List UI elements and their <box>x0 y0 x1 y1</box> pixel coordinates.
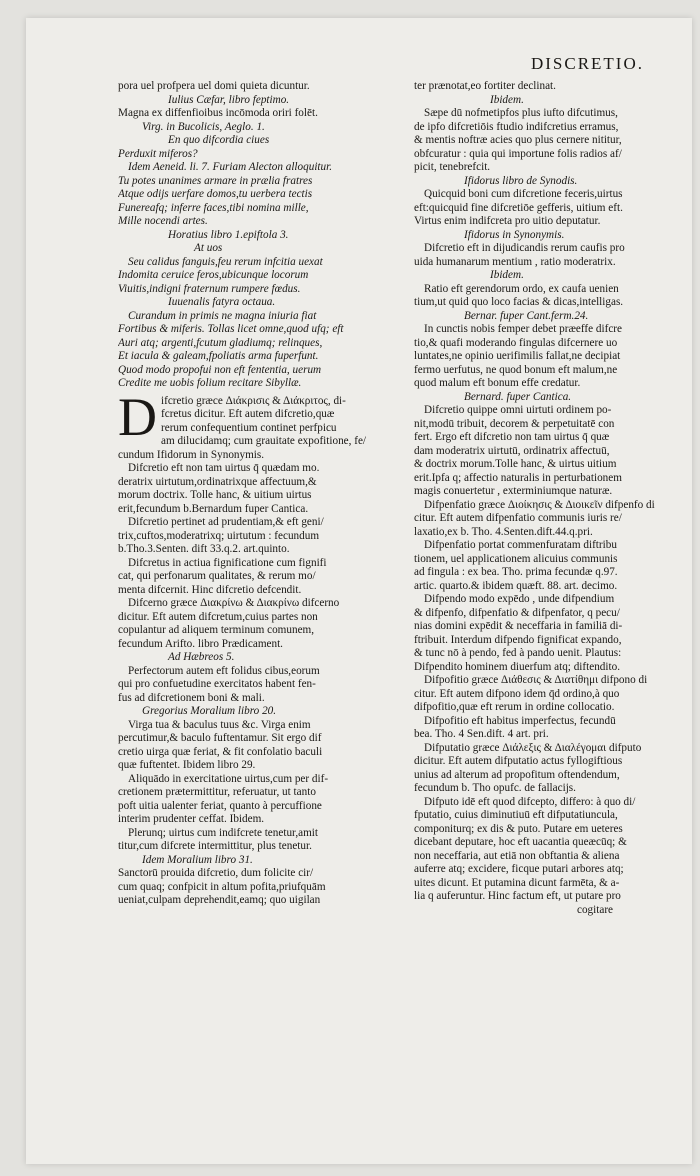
text-line: dicitur. Eft autem difcretum,cuius partes non <box>118 610 318 623</box>
text-line: Difcretio quippe omni uirtuti ordinem po- <box>424 404 612 416</box>
text-line: Perfectorum autem eft folidus cibus,eorum <box>128 664 320 677</box>
text-line: Fortibus & miferis. Tollas licet omne,quod ufq; eft <box>118 323 344 335</box>
text-line: fus ad difcretionem boni & mali. <box>118 691 265 704</box>
text-line: fert. Ergo eft difcretio non tam uirtus q̄ quæ <box>414 431 610 443</box>
text-line: interim prudenter ceffat. Ibidem. <box>118 813 265 825</box>
text-line: ueniat,culpam deprehendit,eamq; quo uigilan <box>118 894 321 906</box>
text-line: tio,& quafi moderando fingulas difcernere uo <box>414 336 618 349</box>
text-line: cum quaq; confpicit in altum pofita,priufquām <box>118 880 326 893</box>
text-line: En quo difcordia ciues <box>168 134 270 146</box>
text-line: fecundum Arifto. libro Prædicament. <box>118 637 283 650</box>
text-line: Horatius libro 1.epiftola 3. <box>168 228 289 241</box>
text-line: Et iacula & galeam,fpoliatis arma fuperfunt. <box>118 350 319 362</box>
right-column <box>414 80 692 917</box>
text-line: artic. quarto.& ibidem quæft. 88. art. decimo. <box>414 579 618 592</box>
text-line: unius ad alterum ad propofitum oftendendum, <box>414 768 620 781</box>
text-line: Sæpe dū nofmetipfos plus iufto difcutimus, <box>424 107 618 119</box>
text-line: Virg. in Bucolicis, Aeglo. 1. <box>142 120 265 133</box>
text-line: & mentis noftræ acies quo plus cernere nititur, <box>414 134 622 146</box>
text-line: Difcretus in actiua fignificatione cum fignifi <box>128 556 327 569</box>
text-line: copulantur ad aliquem terminum comunem, <box>118 624 315 636</box>
dropcap-letter: D <box>118 386 157 447</box>
text-line: b.Tho.3.Senten. dift 33.q.2. art.quinto. <box>118 543 290 555</box>
text-line: Gregorius Moralium libro 20. <box>142 705 277 717</box>
text-line: Difputatio græce Διάλεξις & Διαλέγομαι difputo <box>424 741 642 754</box>
text-line: lia q auferuntur. Hinc factum eft, ut putare pro <box>414 890 621 902</box>
text-line: & difpenfo, difpenfatio & difpenfator, q pecu/ <box>414 606 620 619</box>
text-line: erit,fecundum b.Bernardum fuper Cantica. <box>118 502 309 515</box>
text-line: Aliquādo in exercitatione uirtus,cum per dif- <box>128 772 329 785</box>
text-line: Curandum in primis ne magna iniuria fiat <box>128 309 317 322</box>
dropcap-lines <box>118 395 404 436</box>
text-line: Ratio eft gerendorum ordo, ex caufa uenien <box>424 282 619 295</box>
text-line: Viuitis,indigni fraternum rumpere fœdus. <box>118 282 301 295</box>
text-line: Iuuenalis fatyra octaua. <box>168 296 276 308</box>
text-line: Ibidem. <box>490 93 524 106</box>
text-line: luntates,ne opinio uerifimilis fallat,ne decipiat <box>414 350 621 362</box>
text-line: laxatio,ex b. Tho. 4.Senten.dift.44.q.pri. <box>414 525 593 538</box>
text-line: Difcretio eft in dijudicandis rerum caufis pro <box>424 242 625 254</box>
text-line: fermo uerfutus, ne quod bonum eft malum,ne <box>414 363 618 376</box>
text-line: Credite me uobis folium recitare Sibyllæ. <box>118 377 302 389</box>
running-head: DISCRETIO. <box>530 54 644 73</box>
left-column <box>118 80 404 908</box>
text-line: cretio uirga quæ feriat, & fit confolatio baculi <box>118 745 323 758</box>
text-line: Indomita ceruice feros,ubicunque locorum <box>118 269 309 281</box>
text-line: nit,modū tribuit, decorem & perpetuitatē con <box>414 417 615 430</box>
text-line: componiturq; ex dis & puto. Putare em ueteres <box>414 822 623 835</box>
text-line: At uos <box>194 242 223 254</box>
text-line: Difputo idē eft quod difcepto, differo: à quo di/ <box>424 795 636 808</box>
text-line: uites dicunt. Et putamina dicunt farmēta, & a- <box>414 876 620 889</box>
text-line: de ipfo difcretiōis ftudio indifcretius erramus, <box>414 120 619 133</box>
text-line: cogitare <box>576 903 614 916</box>
text-line: Quicquid boni cum difcretione feceris,uirtus <box>424 188 623 200</box>
text-line: Difpofitio græce Διάθεσις & Διατίθημι difpono di <box>424 674 648 686</box>
text-line: ad fingula : ex bea. Tho. prima fecundæ q.97. <box>414 566 618 578</box>
text-line: Tu potes unanimes armare in prælia fratres <box>118 174 313 187</box>
text-line: Idem Moralium libro 31. <box>142 853 253 866</box>
text-line: ter prænotat,eo fortiter declinat. <box>414 80 556 92</box>
text-line: am dilucidamq; cum grauitate expofitione, fe/ <box>161 435 367 447</box>
text-line: cretionem prætermittitur, referuatur, ut tanto <box>118 786 316 798</box>
text-line: morum doctrix. Tolle hanc, & uitium uirtus <box>118 489 312 501</box>
text-line: In cunctis nobis femper debet præeffe difcre <box>424 323 622 335</box>
text-line: Difpenfatio græce Διοίκησις & Διοικεῖν difpenfo di <box>424 498 655 511</box>
text-line: & tunc nō à pendo, fed à pando uenit. Plautus: <box>414 647 622 659</box>
text-line: Atque odijs uerfare domos,tu uerbera tectis <box>118 188 313 200</box>
text-line: obfcuratur : quia qui importune folis radios af/ <box>414 147 622 160</box>
text-line: Mille nocendi artes. <box>118 215 208 227</box>
text-line: Sanctorū prouida difcretio, dum folicite cir/ <box>118 867 314 879</box>
text-line: Virtus enim indifcreta pro uitio deputatur. <box>414 215 601 227</box>
text-line: Ibidem. <box>490 269 524 281</box>
dropcap-text-line: ifcretio græce Διάκρισις & Διάκριτος, di- <box>161 394 346 407</box>
text-line: Virga tua & baculus tuus &c. Virga enim <box>128 718 311 731</box>
text-line: tionem, uel applicationem alicuius communis <box>414 552 618 565</box>
text-line: Difcerno græce Διακρίνω & Διακρίνω difcerno <box>128 597 340 609</box>
text-line: Difpenfatio portat commenfuratam diftribu <box>424 539 617 551</box>
text-line: Difpofitio eft habitus imperfectus, fecundū <box>424 714 616 727</box>
text-line: percutimur,& baculo fuftentamur. Sit ergo dif <box>118 732 322 744</box>
text-line: Iulius Cæfar, libro feptimo. <box>168 93 290 106</box>
text-line: titur,cum difcrete intermittitur, plus tenetur. <box>118 840 312 852</box>
book-page <box>26 18 692 1164</box>
text-line: quod malum eft bonum effe credatur. <box>414 377 581 389</box>
text-line: tium,ut quid quo loco facias & dicas,intelligas. <box>414 296 624 308</box>
text-line: picit, tenebrefcit. <box>414 161 491 173</box>
text-line: Ifidorus in Synonymis. <box>464 228 565 241</box>
text-line: menta difcernit. Hinc difcretio defcendit. <box>118 583 302 596</box>
text-line: Plerunq; uirtus cum indifcrete tenetur,amit <box>128 826 318 839</box>
text-line: nias domini expēdit & neceffaria in familiā di- <box>414 620 623 632</box>
text-line: poft uitia ualenter feriat, quanto à percuffione <box>118 799 322 812</box>
text-line: deratrix uirtutum,ordinatrixque affectuum,& <box>118 475 317 488</box>
text-line: non neceffaria, aut etiā non obftantia & aliena <box>414 849 620 862</box>
text-line: difpofitio,quæ eft rerum in ordine collocatio. <box>414 701 615 713</box>
text-line: Bernard. fuper Cantica. <box>464 390 572 403</box>
dropcap-text-line: rerum confequentium continet perfpicu <box>161 421 337 434</box>
text-line: Difcretio pertinet ad prudentiam,& eft geni/ <box>128 516 324 528</box>
text-line: Ifidorus libro de Synodis. <box>464 174 578 187</box>
text-line: auferre atq; excidere, ficque putari arbores atq; <box>414 863 624 875</box>
text-line: trix,cuftos,moderatrixq; uirtutum : fecundum <box>118 529 320 542</box>
text-line: Magna ex diffenfioibus incōmoda oriri folēt. <box>118 107 318 119</box>
text-line: citur. Eft autem difpono idem q̄d ordino,à quo <box>414 687 620 700</box>
text-line: dam moderatrix uirtutū, ordinatrix affectuū, <box>414 444 610 457</box>
text-line: Quod modo propofui non eft fententia, uerum <box>118 363 322 376</box>
text-line: dicebant deputare, hoc eft uacantia queæcūq; & <box>414 836 627 848</box>
text-line: & doctrix morum.Tolle hanc, & uirtus uitium <box>414 458 617 470</box>
text-line: Funereafq; inferre faces,tibi nomina mille, <box>118 201 309 214</box>
text-line: Bernar. fuper Cant.ferm.24. <box>464 309 589 322</box>
text-line: magis conuertetur , exterminiumque naturæ. <box>414 485 613 497</box>
dropcap-text-line: fcretus dicitur. Eft autem difcretio,quæ <box>161 408 335 420</box>
text-line: Idem Aeneid. li. 7. Furiam Alecton alloquitur. <box>128 161 333 173</box>
text-line: Difpendito hominem diuerfum atq; diftendito. <box>414 660 620 673</box>
text-line: Perduxit miferos? <box>118 147 198 160</box>
text-line: ftribuit. Interdum difpendo fignificat expando, <box>414 633 622 646</box>
right-column-text <box>414 80 692 917</box>
text-line: Difpendo modo expēdo , unde difpendium <box>424 593 615 605</box>
left-column-bottom <box>118 435 404 908</box>
text-line: cundum Ifidorum in Synonymis. <box>118 448 265 461</box>
text-line: erit.Ipfa q; affectio naturalis in perturbationem <box>414 471 622 484</box>
left-column-top <box>118 80 404 391</box>
text-line: uida humanarum mentium , ratio moderatrix. <box>414 255 616 268</box>
text-line: bea. Tho. 4 Sen.dift. 4 art. pri. <box>414 728 549 740</box>
text-line: quæ fuftentet. Ibidem libro 29. <box>118 759 256 771</box>
text-line: eft:quicquid fine difcretiōe gefferis, uitium eft. <box>414 201 623 214</box>
text-line: Ad Hæbreos 5. <box>168 651 235 663</box>
text-line: cat, qui perfonarum qualitates, & rerum mo/ <box>118 570 316 582</box>
text-line: Difcretio eft non tam uirtus q̄ quædam mo. <box>128 462 320 474</box>
text-line: Seu calidus fanguis,feu rerum infcitia uexat <box>128 255 323 268</box>
text-line: pora uel profpera uel domi quieta dicuntur. <box>118 80 310 92</box>
text-line: qui pro confuetudine exercitatos habent fen- <box>118 678 316 690</box>
text-line: fecundum b. Tho opufc. de fallacijs. <box>414 782 576 794</box>
text-line: citur. Eft autem difpenfatio communis iuris re/ <box>414 512 622 524</box>
text-line: dicitur. Eft autem difputatio actus fyllogiftious <box>414 755 623 767</box>
text-line: fputatio, cuius diminutiuū eft difputatiuncula, <box>414 809 618 821</box>
text-line: Auri atq; argenti,fcutum gladiumq; relinques, <box>118 336 323 349</box>
